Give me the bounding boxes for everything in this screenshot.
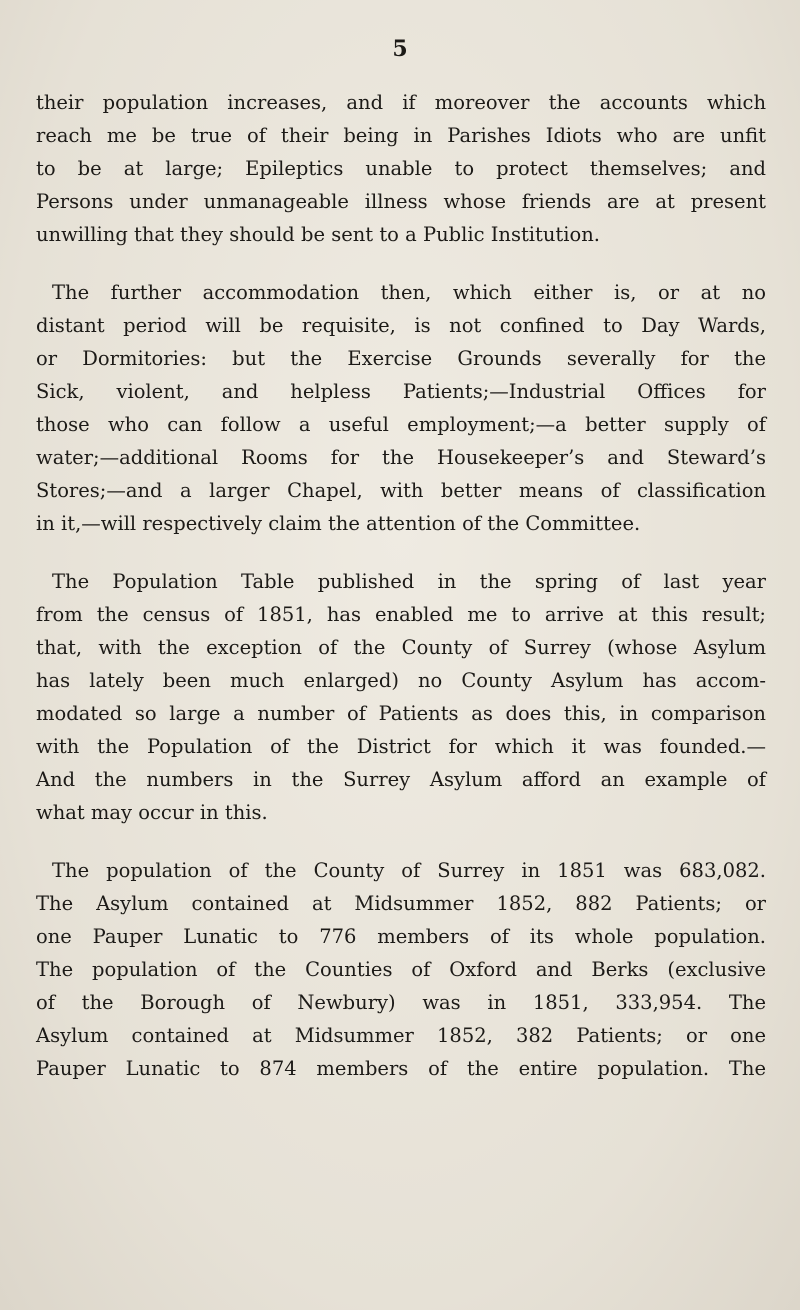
paragraph-1 — [36, 86, 766, 251]
text-line: The population of the County of Surrey in 1851 was 683,082. — [52, 859, 766, 882]
text-line: Persons under unmanageable illness whose friends are at present — [36, 190, 766, 213]
text-line: their population increases, and if moreover the accounts which — [36, 91, 766, 114]
text-line: has lately been much enlarged) no County Asylum has accom- — [36, 669, 766, 692]
text-line: The further accommodation then, which either is, or at no — [52, 281, 766, 304]
text-line: reach me be true of their being in Parishes Idiots who are unfit — [36, 124, 766, 147]
text-line: Asylum contained at Midsummer 1852, 382 Patients; or one — [36, 1024, 766, 1047]
text-line: distant period will be requisite, is not confined to Day Wards, — [36, 314, 766, 337]
text-line: of the Borough of Newbury) was in 1851, 333,954. The — [36, 991, 766, 1014]
paragraph-3 — [36, 565, 766, 829]
text-line: modated so large a number of Patients as does this, in comparison — [36, 702, 766, 725]
text-line: The Population Table published in the spring of last year — [52, 570, 766, 593]
text-line: from the census of 1851, has enabled me to arrive at this result; — [36, 603, 766, 626]
body-text — [36, 86, 766, 1085]
paragraph-2 — [36, 276, 766, 540]
text-line: Pauper Lunatic to 874 members of the entire population. The — [36, 1057, 766, 1080]
text-line: those who can follow a useful employment;—a better supply of — [36, 413, 766, 436]
text-line: what may occur in this. — [36, 801, 268, 824]
page-number: 5 — [392, 36, 408, 62]
text-line: one Pauper Lunatic to 776 members of its whole population. — [36, 925, 766, 948]
text-line: with the Population of the District for which it was founded.— — [36, 735, 766, 758]
text-line: to be at large; Epileptics unable to protect themselves; and — [36, 157, 766, 180]
text-line: unwilling that they should be sent to a Public Institution. — [36, 223, 601, 246]
text-line: that, with the exception of the County of Surrey (whose Asylum — [36, 636, 766, 659]
text-line: And the numbers in the Surrey Asylum afford an example of — [36, 768, 766, 791]
text-line: Stores;—and a larger Chapel, with better means of classification — [36, 479, 766, 502]
text-line: Sick, violent, and helpless Patients;—Industrial Offices for — [36, 380, 766, 403]
paragraph-4 — [36, 854, 766, 1085]
text-line: The Asylum contained at Midsummer 1852, 882 Patients; or — [36, 892, 766, 915]
text-line: in it,—will respectively claim the attention of the Committee. — [36, 512, 641, 535]
text-line: The population of the Counties of Oxford and Berks (exclusive — [36, 958, 766, 981]
text-line: water;—additional Rooms for the Housekeeper’s and Steward’s — [36, 446, 766, 469]
text-line: or Dormitories: but the Exercise Grounds severally for the — [36, 347, 766, 370]
